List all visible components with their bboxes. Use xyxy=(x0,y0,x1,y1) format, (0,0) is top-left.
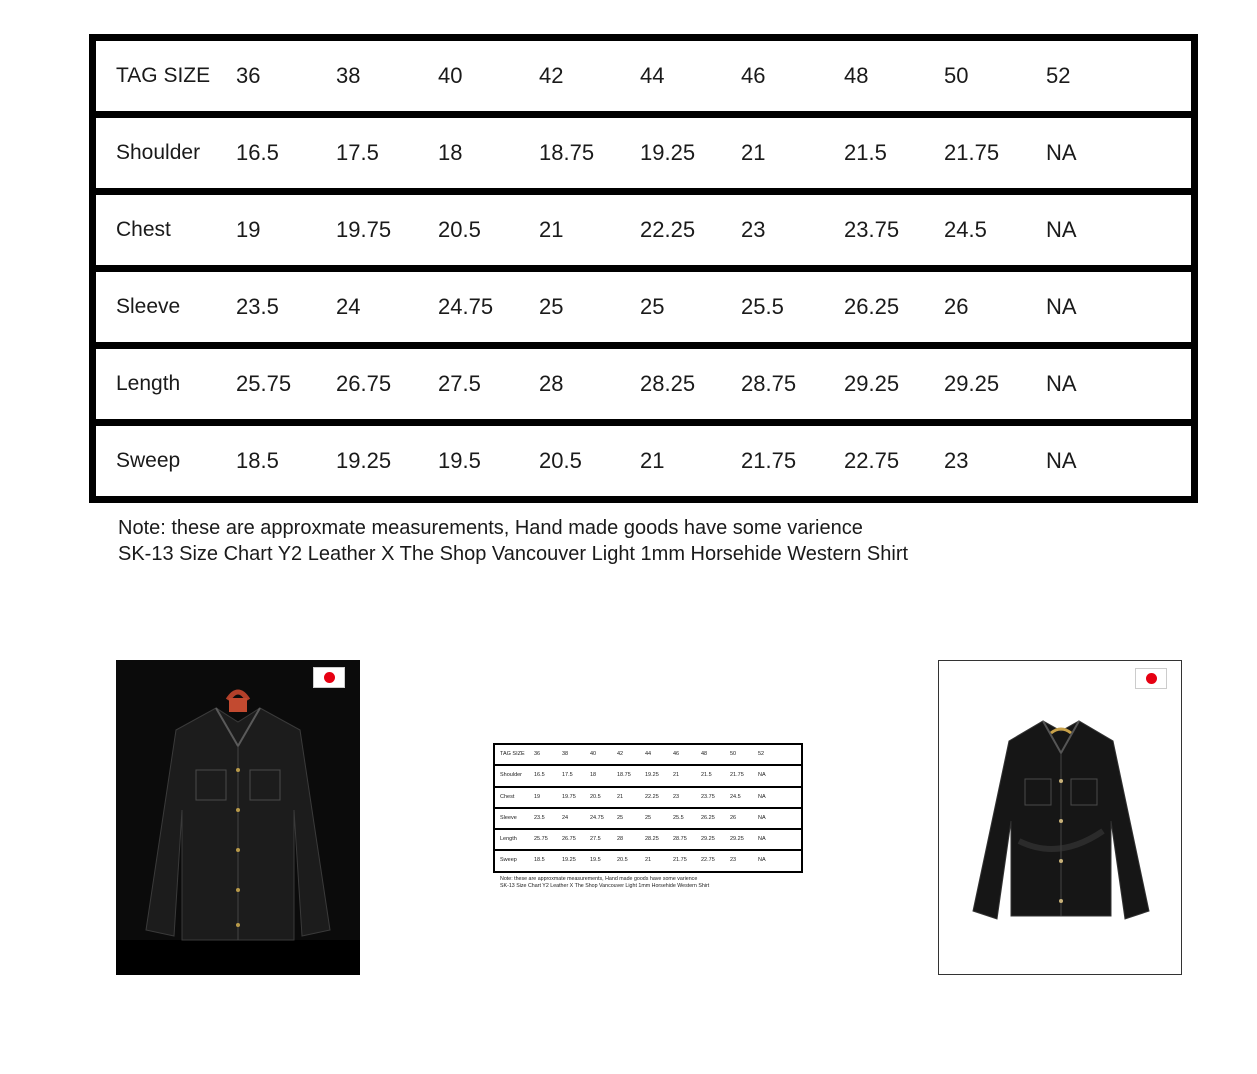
table-cell: 25 xyxy=(539,294,564,319)
table-cell: 28 xyxy=(539,371,564,396)
leather-shirt-photo-light-icon xyxy=(939,661,1181,974)
table-cell: 26 xyxy=(730,814,737,821)
table-cell: 17.5 xyxy=(336,140,379,165)
table-cell: 21 xyxy=(640,448,665,473)
table-cell: 44 xyxy=(645,751,652,757)
row-label: Shoulder xyxy=(116,141,201,164)
table-cell: 22.25 xyxy=(645,793,659,800)
table-cell: 22.25 xyxy=(640,217,696,242)
table-cell: 40 xyxy=(438,63,463,88)
table-row xyxy=(495,788,801,807)
table-cell: 21.75 xyxy=(944,140,1000,165)
table-cell: 21.75 xyxy=(673,857,687,864)
table-cell: 23.5 xyxy=(236,294,279,319)
table-cell: 26.25 xyxy=(844,294,900,319)
table-cell: 24.5 xyxy=(730,793,741,800)
table-cell: 24.75 xyxy=(438,294,494,319)
table-cell: 40 xyxy=(590,751,597,757)
table-cell: 19.25 xyxy=(336,448,392,473)
table-cell: 20.5 xyxy=(590,793,601,800)
note-line: Note: these are approxmate measurements, Hand made goods have some varience xyxy=(118,517,863,539)
chart-notes xyxy=(118,515,908,567)
table-cell: 19.75 xyxy=(562,793,576,800)
table-cell: 23 xyxy=(944,448,969,473)
table-cell: 19.75 xyxy=(336,217,392,242)
table-cell: NA xyxy=(1046,448,1077,473)
thumbnail-dark-jacket[interactable] xyxy=(116,660,360,975)
table-cell: 23.5 xyxy=(534,814,545,821)
table-cell: 19.25 xyxy=(645,772,659,779)
table-cell: 19 xyxy=(534,793,541,800)
table-cell: 18.5 xyxy=(534,857,545,864)
table-cell: 52 xyxy=(1046,63,1071,88)
table-cell: 21 xyxy=(617,793,624,800)
table-cell: 28.25 xyxy=(640,371,696,396)
table-cell: 24.5 xyxy=(944,217,987,242)
table-row xyxy=(96,272,1191,342)
table-cell: 25.5 xyxy=(673,814,684,821)
table-cell: NA xyxy=(758,836,766,843)
row-label: Sleeve xyxy=(500,814,517,821)
table-cell: 20.5 xyxy=(438,217,481,242)
caption-line: SK-13 Size Chart Y2 Leather X The Shop Vancouver Light 1mm Horsehide Western Shirt xyxy=(118,543,909,565)
table-cell: 22.75 xyxy=(844,448,900,473)
table-cell: 26 xyxy=(944,294,969,319)
table-cell: 27.5 xyxy=(438,371,481,396)
table-cell: 19.5 xyxy=(590,857,601,864)
table-cell: 18 xyxy=(438,140,463,165)
table-cell: 46 xyxy=(673,751,680,757)
table-cell: 48 xyxy=(701,751,708,757)
table-cell: 21 xyxy=(645,857,652,864)
table-cell: 38 xyxy=(336,63,361,88)
table-cell: 20.5 xyxy=(617,857,628,864)
table-cell: NA xyxy=(758,814,766,821)
table-cell: NA xyxy=(1046,140,1077,165)
table-cell: 23 xyxy=(741,217,766,242)
table-cell: 52 xyxy=(758,751,765,757)
table-row xyxy=(96,349,1191,419)
table-row xyxy=(96,118,1191,188)
table-cell: 28.75 xyxy=(673,836,687,843)
japan-flag-icon xyxy=(1135,668,1167,689)
table-cell: 28.25 xyxy=(645,836,659,843)
table-cell: 36 xyxy=(236,63,261,88)
table-cell: NA xyxy=(1046,217,1077,242)
table-cell: 18.75 xyxy=(617,772,631,779)
table-cell: 42 xyxy=(617,751,624,757)
table-cell: 44 xyxy=(640,63,665,88)
table-row xyxy=(96,426,1191,496)
japan-flag-icon xyxy=(313,667,345,688)
table-cell: NA xyxy=(758,793,766,800)
row-label: Length xyxy=(500,836,517,843)
table-cell: 22.75 xyxy=(701,857,715,864)
table-cell: 29.25 xyxy=(844,371,900,396)
table-cell: 24 xyxy=(336,294,361,319)
table-cell: 19.5 xyxy=(438,448,481,473)
table-cell: 29.25 xyxy=(944,371,1000,396)
mini-size-chart xyxy=(493,743,803,873)
table-cell: 21.75 xyxy=(741,448,797,473)
row-label: Sleeve xyxy=(116,295,181,318)
table-cell: 25.75 xyxy=(534,836,548,843)
table-cell: 25.5 xyxy=(741,294,784,319)
row-label: Sweep xyxy=(116,449,181,472)
leather-shirt-photo-dark-icon xyxy=(116,660,360,975)
table-cell: 24.75 xyxy=(590,814,604,821)
table-row xyxy=(96,195,1191,265)
note-line: Note: these are approxmate measurements, Hand made goods have some varience xyxy=(500,876,698,882)
row-label: TAG SIZE xyxy=(116,64,211,87)
table-cell: 25 xyxy=(640,294,665,319)
table-cell: 38 xyxy=(562,751,569,757)
table-cell: 20.5 xyxy=(539,448,582,473)
size-chart-table xyxy=(89,34,1198,503)
row-label: TAG SIZE xyxy=(500,751,525,757)
table-cell: 19 xyxy=(236,217,261,242)
table-cell: 29.25 xyxy=(701,836,715,843)
row-label: Shoulder xyxy=(500,772,523,779)
table-cell: 17.5 xyxy=(562,772,573,779)
table-cell: 18.5 xyxy=(236,448,279,473)
table-cell: 21 xyxy=(539,217,564,242)
table-cell: 16.5 xyxy=(534,772,545,779)
table-cell: 28 xyxy=(617,836,624,843)
table-row xyxy=(495,766,801,785)
row-label: Sweep xyxy=(500,857,517,864)
table-cell: 21.5 xyxy=(844,140,887,165)
table-cell: 26.25 xyxy=(701,814,715,821)
table-cell: 27.5 xyxy=(590,836,601,843)
table-cell: 42 xyxy=(539,63,564,88)
table-row xyxy=(495,809,801,828)
table-cell: NA xyxy=(1046,294,1077,319)
table-cell: 46 xyxy=(741,63,766,88)
table-cell: 24 xyxy=(562,814,569,821)
table-cell: 21 xyxy=(741,140,766,165)
table-cell: 25 xyxy=(617,814,624,821)
row-label: Chest xyxy=(500,793,515,800)
table-cell: 19.25 xyxy=(562,857,576,864)
table-cell: 23 xyxy=(673,793,680,800)
table-cell: 19.25 xyxy=(640,140,696,165)
table-row xyxy=(495,745,801,764)
table-cell: 50 xyxy=(730,751,737,757)
table-cell: 25 xyxy=(645,814,652,821)
table-row xyxy=(495,830,801,849)
table-cell: 48 xyxy=(844,63,869,88)
thumbnail-size-chart[interactable] xyxy=(493,743,803,893)
table-cell: 26.75 xyxy=(336,371,392,396)
table-cell: 18 xyxy=(590,772,597,779)
table-cell: 23 xyxy=(730,857,737,864)
table-row xyxy=(495,851,801,870)
table-cell: 25.75 xyxy=(236,371,292,396)
table-cell: 16.5 xyxy=(236,140,279,165)
table-cell: 21 xyxy=(673,772,680,779)
table-row xyxy=(96,41,1191,111)
caption-line: SK-13 Size Chart Y2 Leather X The Shop Vancouver Light 1mm Horsehide Western Shirt xyxy=(500,883,710,889)
table-cell: NA xyxy=(758,772,766,779)
table-cell: NA xyxy=(1046,371,1077,396)
table-cell: NA xyxy=(758,857,766,864)
table-cell: 26.75 xyxy=(562,836,576,843)
table-cell: 21.5 xyxy=(701,772,712,779)
thumbnail-light-jacket[interactable] xyxy=(938,660,1182,975)
table-cell: 21.75 xyxy=(730,772,744,779)
table-cell: 50 xyxy=(944,63,969,88)
table-cell: 23.75 xyxy=(844,217,900,242)
table-cell: 18.75 xyxy=(539,140,595,165)
row-label: Length xyxy=(116,372,181,395)
table-cell: 29.25 xyxy=(730,836,744,843)
row-label: Chest xyxy=(116,218,171,241)
mini-chart-notes xyxy=(500,876,709,890)
table-cell: 28.75 xyxy=(741,371,797,396)
table-cell: 36 xyxy=(534,751,541,757)
table-cell: 23.75 xyxy=(701,793,715,800)
